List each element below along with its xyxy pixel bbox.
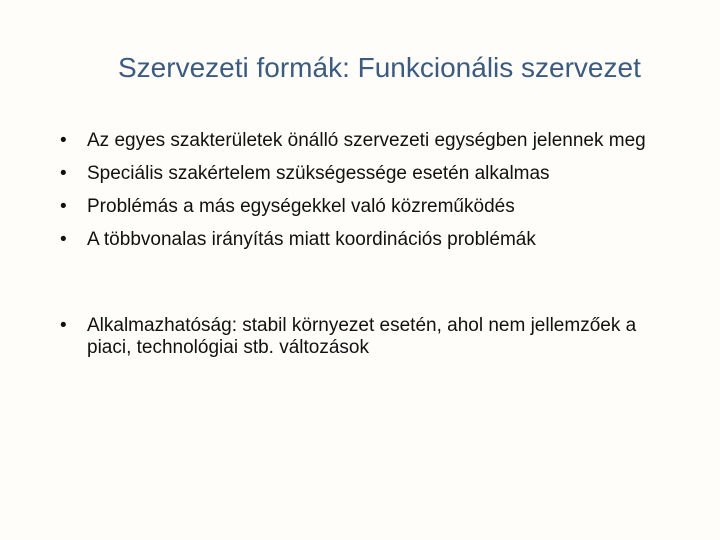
bullet-item [60,196,680,218]
bullet-icon: • [60,163,67,184]
bullet-list-secondary [60,315,680,370]
bullet-item [60,315,680,359]
bullet-list [60,130,680,262]
bullet-text: Speciális szakértelem szükségessége esetén alkalmas [87,163,550,184]
bullet-item [60,229,680,251]
bullet-text: Az egyes szakterületek önálló szervezeti egységben jelennek meg [87,130,646,151]
bullet-text: A többvonalas irányítás miatt koordinációs problémák [87,229,536,250]
bullet-icon: • [60,315,67,336]
bullet-icon: • [60,130,67,151]
bullet-icon: • [60,196,67,217]
bullet-text: Alkalmazhatóság: stabil környezet esetén, ahol nem jellemzőek a piaci, technológiai stb. változások [87,315,637,358]
slide-title: Szervezeti formák: Funkcionális szervezet [118,52,641,83]
bullet-text: Problémás a más egységekkel való közreműködés [87,196,515,217]
bullet-item [60,163,680,185]
bullet-item [60,130,680,152]
bullet-icon: • [60,229,67,250]
